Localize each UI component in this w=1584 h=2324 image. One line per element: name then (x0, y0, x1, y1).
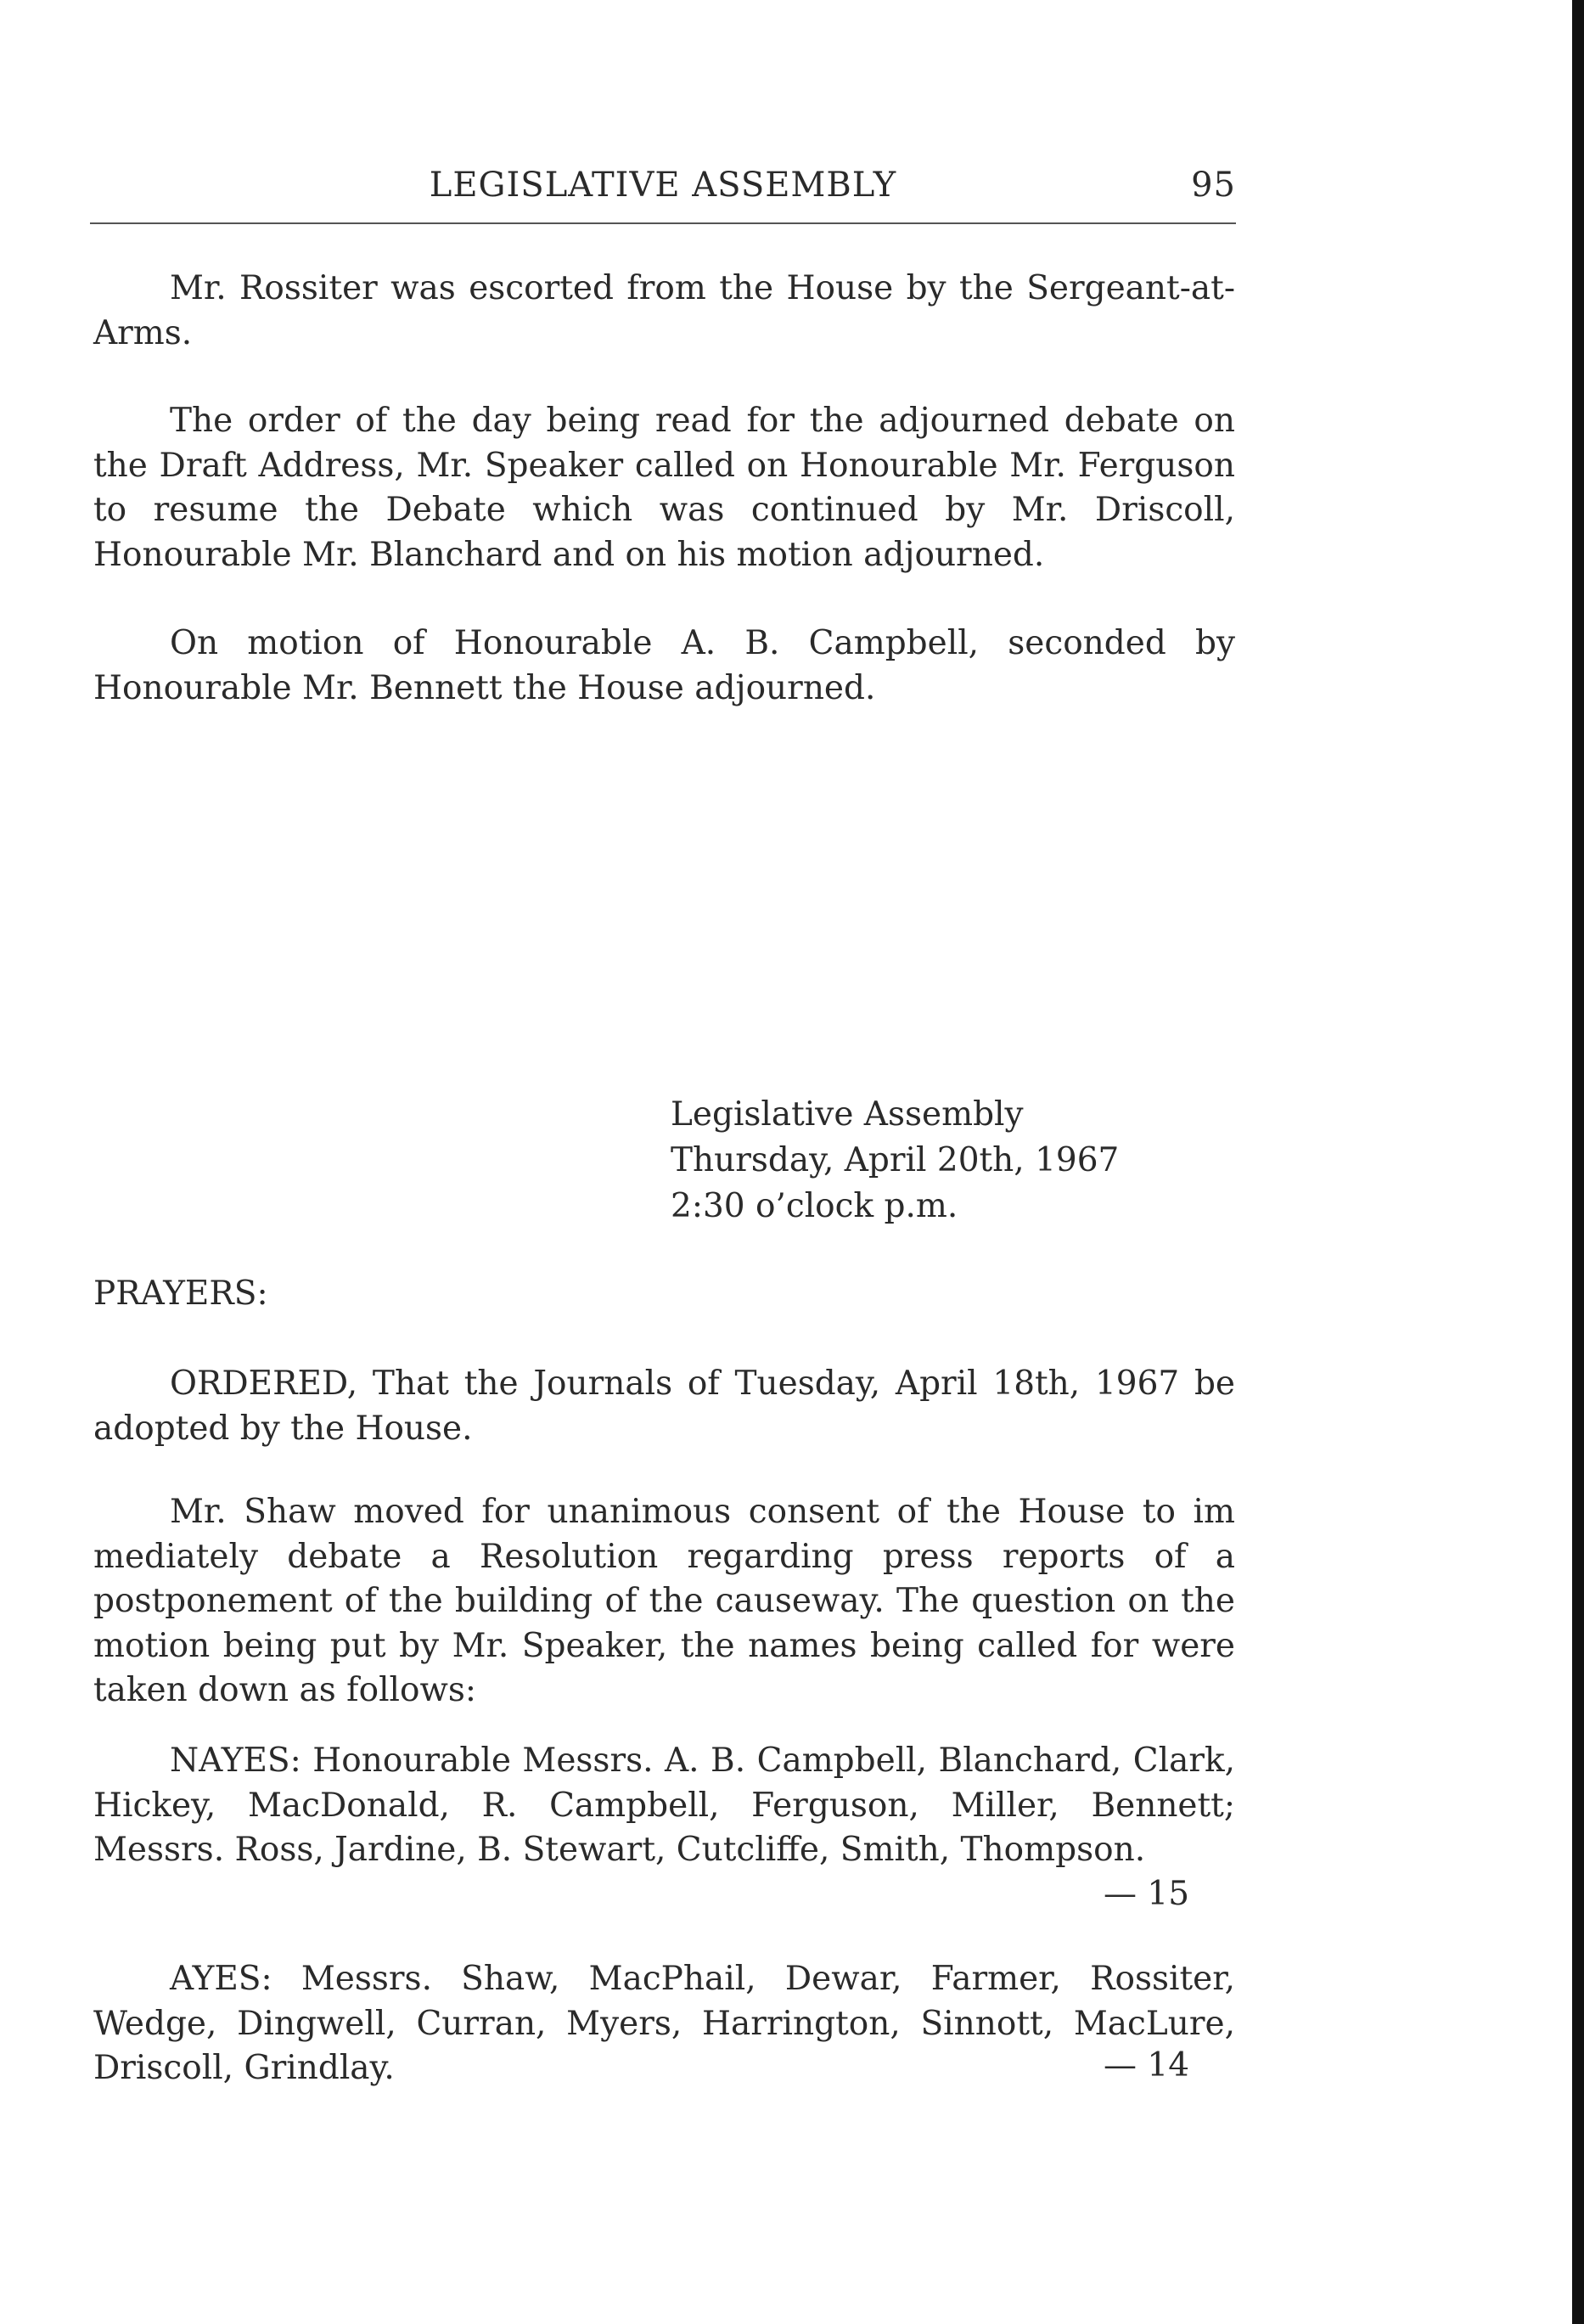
paragraph-ayes: AYES: Messrs. Shaw, MacPhail, Dewar, Farmer, Rossiter, Wedge, Dingwell, Curran, Myers, Harrington, Sinnott, MacLure, Driscoll, Grindlay. (93, 1960, 1235, 2087)
header-rule (90, 222, 1236, 224)
paragraph-shaw-motion: Mr. Shaw moved for unanimous consent of the House to im mediately debate a Resolution regarding press reports of a postponement of the building of the causeway. The question on the motion being put by Mr. Speaker, the names being called for were taken down as follows: (93, 1493, 1235, 1709)
paragraph-nayes: NAYES: Honourable Messrs. A. B. Campbell, Blanchard, Clark, Hickey, MacDonald, R. Campbell, Ferguson, Miller, Bennett; Messrs. Ross, Jardine, B. Stewart, Cutcliffe, Smith, Thompson. (93, 1742, 1235, 1869)
paragraph-order-of-day: The order of the day being read for the adjourned debate on the Draft Address, Mr. Speaker called on Honourable Mr. Ferguson to resume the Debate which was continued by Mr. Driscoll, Honourable Mr. Blanchard and on his motion adjourned. (93, 402, 1235, 574)
sitting-body: Legislative Assembly (671, 1095, 1024, 1134)
page-number: 95 (1191, 166, 1236, 205)
paragraph-escort: Mr. Rossiter was escorted from the House by the Sergeant-at-Arms. (93, 269, 1235, 352)
sitting-time: 2:30 o’clock p.m. (671, 1187, 958, 1225)
ayes-count: — 14 (1104, 2046, 1190, 2085)
page-edge (1572, 0, 1584, 2324)
nayes-count: — 15 (1104, 1875, 1190, 1913)
paragraph-ordered: ORDERED, That the Journals of Tuesday, April 18th, 1967 be adopted by the House. (93, 1365, 1235, 1448)
page-header (90, 166, 1236, 213)
prayers-heading: PRAYERS: (93, 1275, 268, 1313)
paragraph-adjournment-motion: On motion of Honourable A. B. Campbell, seconded by Honourable Mr. Bennett the House adjourned. (93, 624, 1235, 707)
sitting-date: Thursday, April 20th, 1967 (671, 1141, 1120, 1179)
sitting-heading (671, 1092, 1119, 1230)
running-title: LEGISLATIVE ASSEMBLY (429, 166, 897, 205)
